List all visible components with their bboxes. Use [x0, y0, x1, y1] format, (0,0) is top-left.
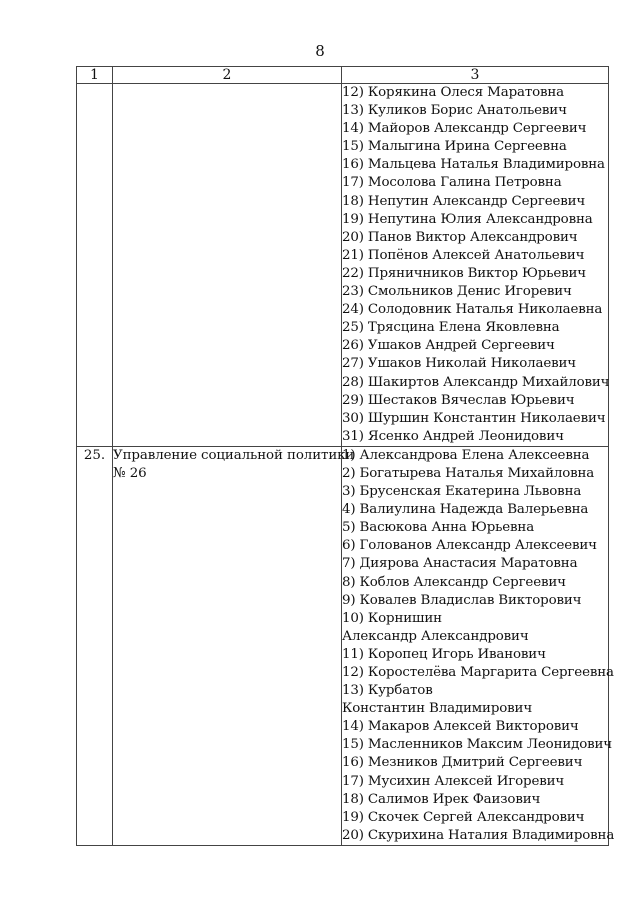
row-number: 25.: [77, 446, 113, 845]
person-name: 14) Майоров Александр Сергеевич: [342, 121, 587, 137]
header-col-3: 3: [342, 67, 609, 84]
person-name: 17) Мусихин Алексей Игоревич: [342, 773, 565, 789]
person-name: 15) Масленников Максим Леонидович: [342, 737, 612, 753]
person-name: 19) Скочек Сергей Александрович: [342, 809, 585, 825]
person-name: 6) Голованов Александр Алексеевич: [342, 538, 597, 554]
person-name: 12) Коростелёва Маргарита Сергеевна: [342, 665, 614, 680]
person-name: 19) Непутина Юлия Александровна: [342, 211, 593, 227]
table-row: [77, 84, 609, 447]
person-name: 18) Салимов Ирек Фаизович: [342, 791, 541, 807]
person-name: 24) Солодовник Наталья Николаевна: [342, 302, 603, 318]
person-name: 27) Ушаков Николай Николаевич: [342, 356, 576, 372]
person-name: 23) Смольников Денис Игоревич: [342, 284, 572, 300]
person-name: 13) Куликов Борис Анатольевич: [342, 103, 567, 119]
person-name: 15) Малыгина Ирина Сергеевна: [342, 139, 567, 155]
person-name: 13) Курбатов: [342, 683, 433, 699]
organization-cell: [113, 446, 355, 845]
person-name: 1) Александрова Елена Алексеевна: [342, 447, 590, 463]
person-name: 11) Коропец Игорь Иванович: [342, 646, 546, 662]
person-name: 9) Ковалев Владислав Викторович: [342, 592, 582, 608]
person-name: 2) Богатырева Наталья Михайловна: [342, 465, 595, 481]
person-name: 21) Попёнов Алексей Анатольевич: [342, 247, 585, 263]
header-col-1: 1: [77, 67, 113, 84]
staff-table: [76, 66, 615, 846]
person-name: 26) Ушаков Андрей Сергеевич: [342, 338, 555, 354]
person-name: 8) Коблов Александр Сергеевич: [342, 574, 566, 590]
table-header-row: [77, 67, 609, 84]
person-name: 12) Корякина Олеся Маратовна: [342, 85, 565, 100]
person-name: 17) Мосолова Галина Петровна: [342, 175, 562, 191]
person-name: 31) Ясенко Андрей Леонидович: [342, 428, 564, 444]
organization-number: № 26: [113, 465, 147, 481]
person-name: 16) Мальцева Наталья Владимировна: [342, 157, 605, 173]
names-cell: [342, 84, 609, 447]
person-name: 3) Брусенская Екатерина Львовна: [342, 484, 582, 500]
person-name: 16) Мезников Дмитрий Сергеевич: [342, 755, 583, 771]
person-name: 22) Пряничников Виктор Юрьевич: [342, 265, 587, 281]
table-row: [77, 446, 609, 845]
person-name: 30) Шуршин Константин Николаевич: [342, 410, 606, 426]
header-col-2: 2: [113, 67, 342, 84]
person-name: 29) Шестаков Вячеслав Юрьевич: [342, 392, 575, 408]
person-name: 20) Скурихина Наталия Владимировна: [342, 827, 615, 843]
person-name: 5) Васюкова Анна Юрьевна: [342, 520, 535, 536]
organization-cell: [113, 84, 342, 447]
person-name: Константин Владимирович: [342, 701, 533, 717]
person-name: 18) Непутин Александр Сергеевич: [342, 193, 586, 209]
person-name: 25) Трясцина Елена Яковлевна: [342, 320, 560, 336]
person-name: 10) Корнишин: [342, 610, 442, 626]
organization-name: Управление социальной политики: [113, 447, 355, 463]
page-number: 8: [315, 42, 325, 60]
person-name: 20) Панов Виктор Александрович: [342, 229, 578, 245]
names-cell: [342, 446, 615, 845]
person-name: 4) Валиулина Надежда Валерьевна: [342, 502, 589, 518]
person-name: 14) Макаров Алексей Викторович: [342, 719, 579, 735]
person-name: 7) Диярова Анастасия Маратовна: [342, 556, 578, 572]
person-name: 28) Шакиртов Александр Михайлович: [342, 374, 610, 390]
row-number: [77, 84, 113, 447]
person-name: Александр Александрович: [342, 628, 529, 644]
